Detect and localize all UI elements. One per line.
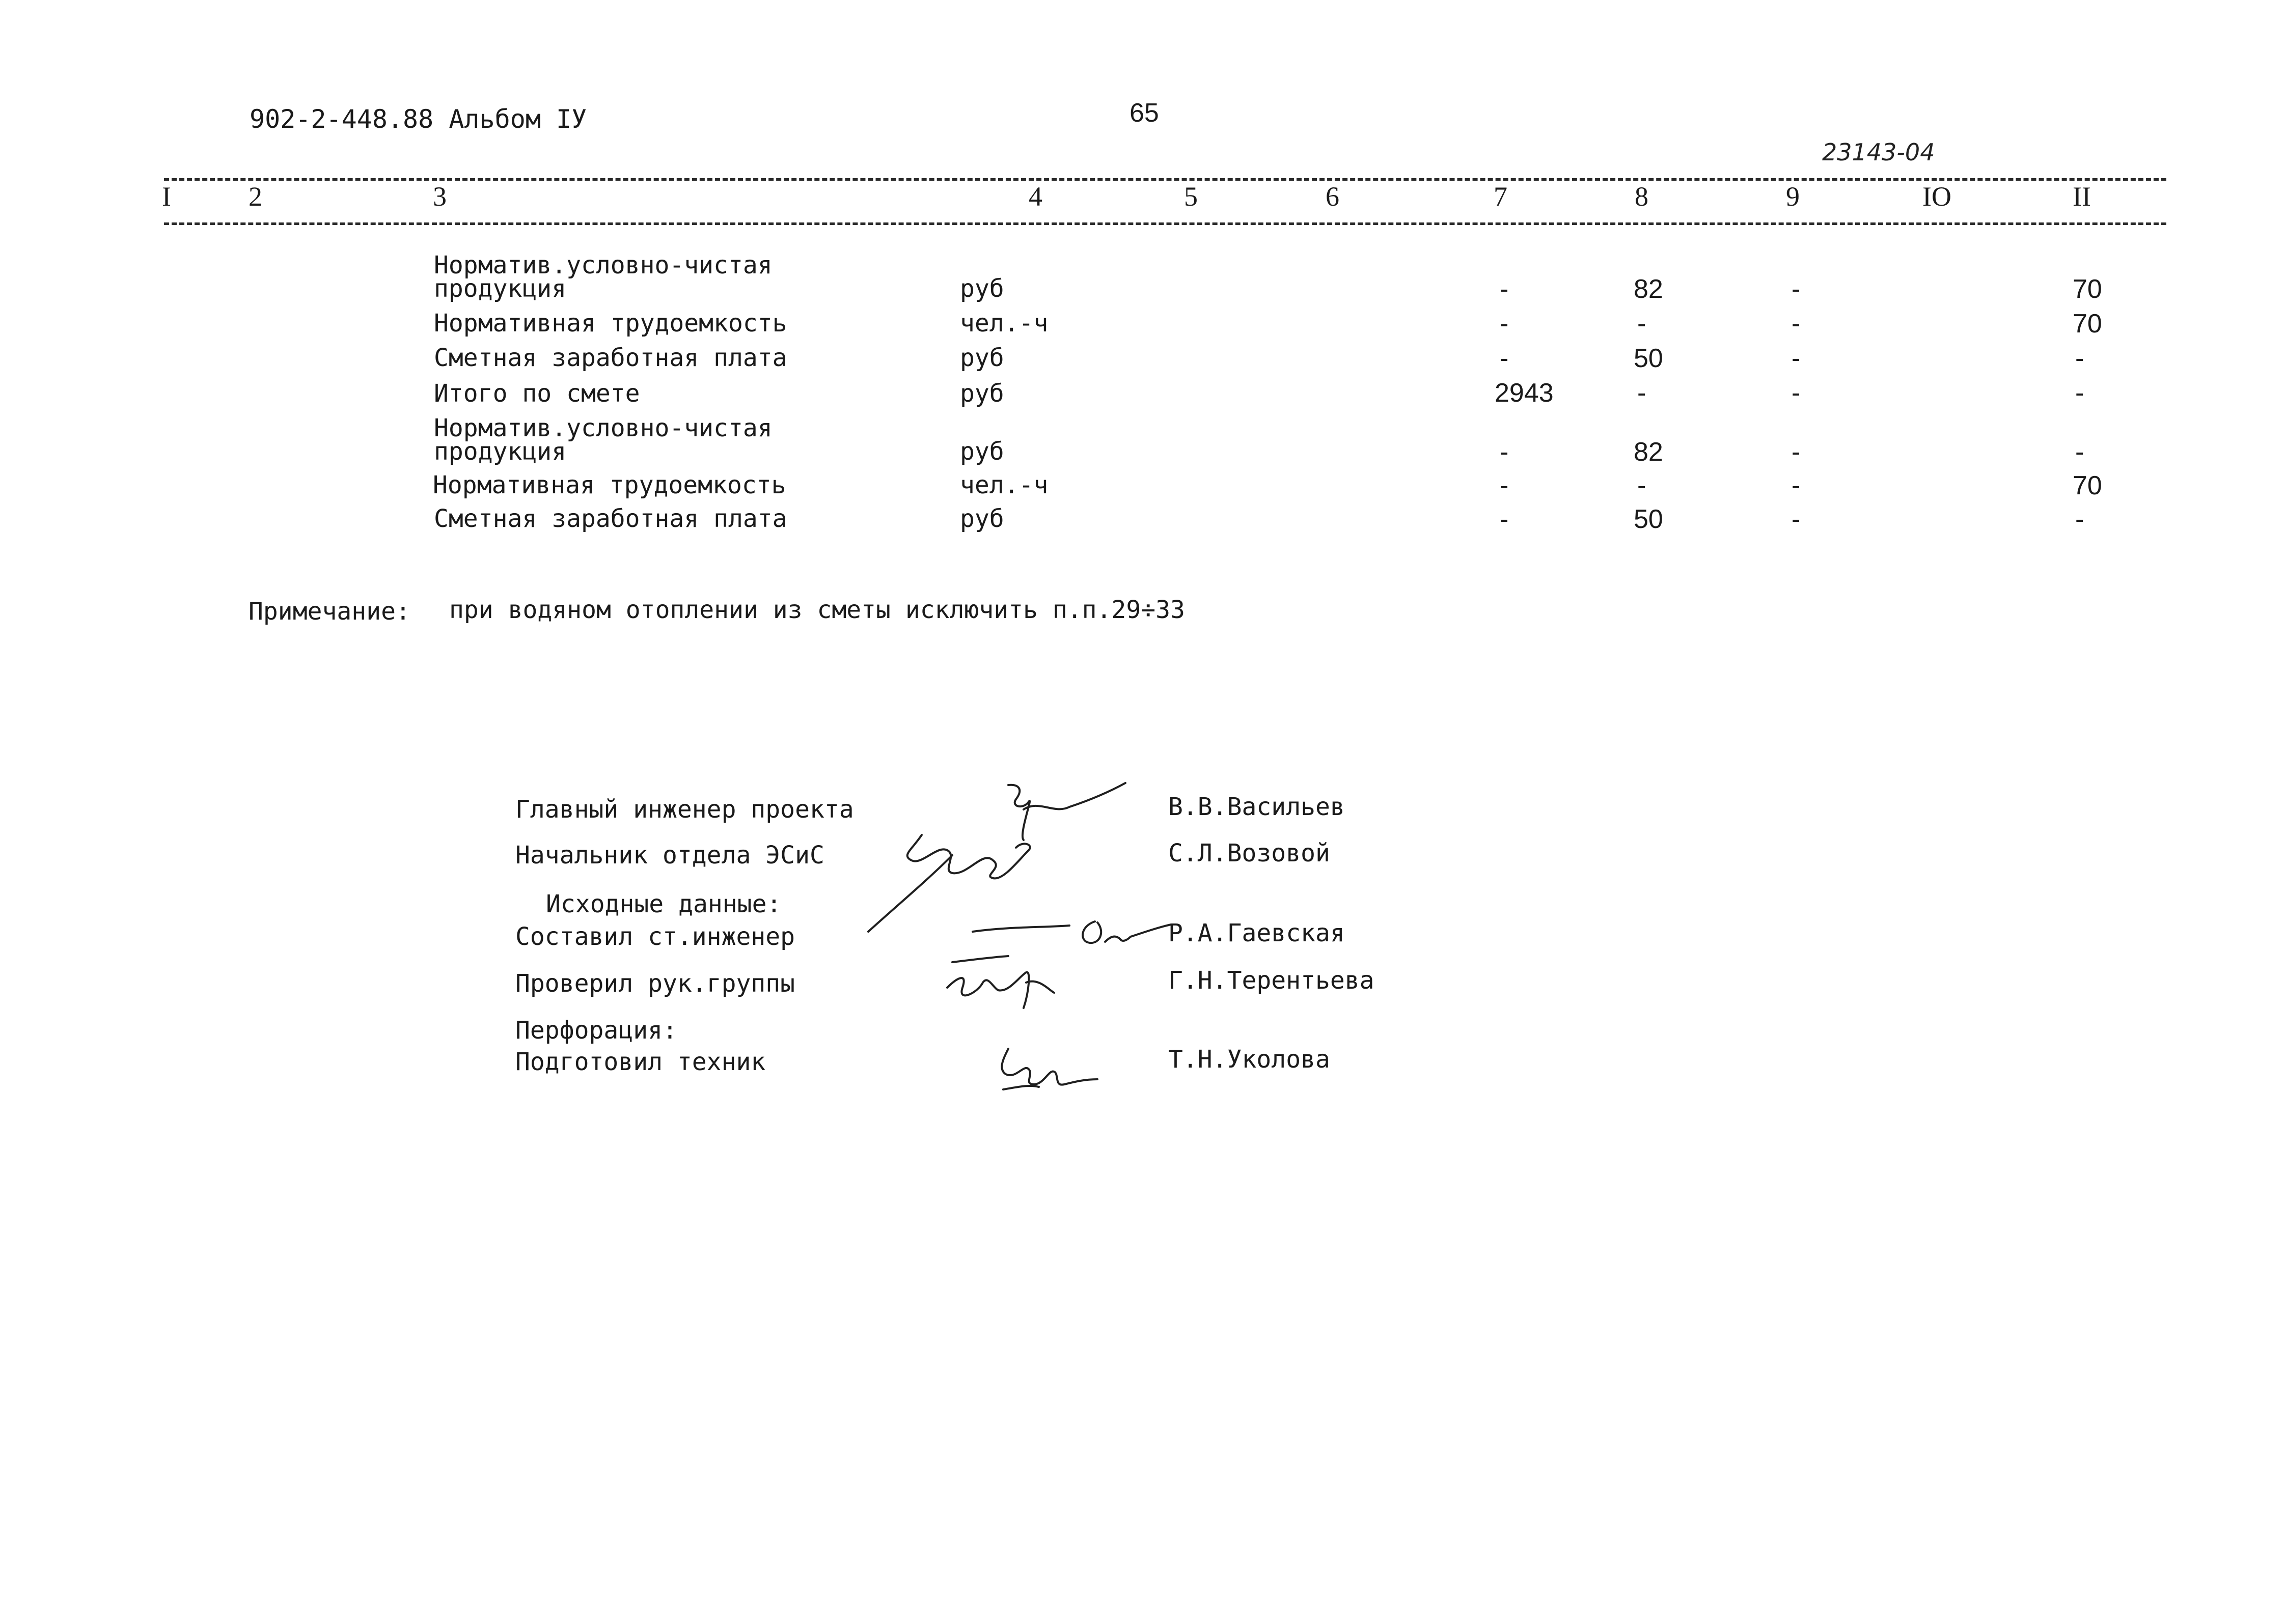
table-row-unit: руб [960, 274, 1004, 303]
table-cell-col11: - [2075, 505, 2084, 534]
signature-role: Главный инженер проекта [515, 795, 854, 824]
table-cell-col7: 2943 [1495, 378, 1554, 408]
table-row-name: Сметная заработная плата [434, 344, 787, 372]
table-cell-col9: - [1792, 309, 1801, 339]
table-row-name: Итого по смете [434, 379, 640, 408]
table-cell-col7: - [1500, 344, 1509, 373]
column-number: IO [1922, 181, 1951, 212]
table-row-name: Нормативная трудоемкость [433, 471, 786, 499]
table-cell-col8: - [1637, 378, 1646, 408]
header-top-rule [164, 178, 2166, 181]
table-cell-col8: 50 [1634, 505, 1663, 534]
table-row-name: Сметная заработная плата [434, 505, 787, 533]
table-cell-col9: - [1792, 437, 1801, 467]
table-row-name-cont: продукция [434, 437, 567, 466]
table-row-name: Нормативная трудоемкость [434, 309, 787, 338]
column-number: II [2073, 181, 2091, 212]
note-label: Примечание: [249, 597, 410, 626]
signature-name: Т.Н.Уколова [1168, 1045, 1330, 1074]
table-cell-col11: - [2075, 437, 2084, 467]
column-number: 6 [1326, 181, 1339, 212]
table-cell-col11: 70 [2073, 471, 2102, 500]
table-cell-col7: - [1500, 505, 1509, 534]
table-cell-col9: - [1792, 344, 1801, 373]
table-cell-col7: - [1500, 309, 1509, 339]
table-row-unit: чел.-ч [960, 309, 1049, 338]
table-cell-col7: - [1500, 471, 1509, 500]
column-number: 5 [1184, 181, 1198, 212]
column-number: 2 [249, 181, 262, 212]
table-cell-col9: - [1792, 471, 1801, 500]
table-cell-col9: - [1792, 378, 1801, 408]
signature-role: Проверил рук.группы [515, 969, 795, 998]
table-cell-col8: 82 [1634, 437, 1663, 467]
table-row-unit: руб [960, 379, 1004, 408]
column-number: 8 [1635, 181, 1648, 212]
header-bottom-rule [164, 222, 2166, 225]
document-code: 902-2-448.88 Альбом IУ [250, 104, 587, 134]
table-cell-col8: - [1637, 309, 1646, 339]
table-cell-col7: - [1500, 437, 1509, 467]
column-number: I [162, 181, 171, 212]
table-cell-col11: - [2075, 344, 2084, 373]
table-cell-col9: - [1792, 505, 1801, 534]
table-cell-col11: - [2075, 378, 2084, 408]
note-text: при водяном отоплении из сметы исключить п.п.29÷33 [449, 596, 1185, 624]
table-row-unit: руб [960, 505, 1004, 533]
table-cell-col8: 50 [1634, 344, 1663, 373]
signature-name: Г.Н.Терентьева [1168, 966, 1374, 995]
signature-role: Составил ст.инженер [515, 922, 795, 951]
table-row-name: Норматив.условно-чистая [434, 251, 773, 279]
table-row-unit: руб [960, 437, 1004, 466]
table-row-name: Норматив.условно-чистая [434, 414, 773, 442]
table-row-unit: руб [960, 344, 1004, 372]
column-number: 3 [433, 181, 447, 212]
column-number: 4 [1029, 181, 1042, 212]
section-label: Исходные данные: [546, 890, 782, 918]
table-cell-col11: 70 [2073, 274, 2102, 304]
signature-name: В.В.Васильев [1168, 793, 1345, 821]
table-cell-col7: - [1500, 274, 1509, 304]
column-number: 9 [1786, 181, 1800, 212]
handwritten-code: 23143-04 [1822, 138, 1935, 166]
page-number: 65 [1130, 98, 1159, 128]
table-cell-col9: - [1792, 274, 1801, 304]
signature-group-lead [932, 942, 1075, 1023]
table-cell-col8: - [1637, 471, 1646, 500]
signature-role: Подготовил техник [515, 1048, 766, 1076]
table-cell-col11: 70 [2073, 309, 2102, 339]
table-cell-col8: 82 [1634, 274, 1663, 304]
signature-role: Начальник отдела ЭСиС [515, 841, 824, 870]
table-row-name-cont: продукция [434, 274, 567, 303]
section-label: Перфорация: [515, 1016, 677, 1045]
column-number: 7 [1494, 181, 1507, 212]
signature-technician [988, 1039, 1110, 1105]
signature-name: С.Л.Возовой [1168, 839, 1330, 867]
signature-name: Р.А.Гаевская [1168, 919, 1345, 947]
table-row-unit: чел.-ч [960, 471, 1049, 499]
